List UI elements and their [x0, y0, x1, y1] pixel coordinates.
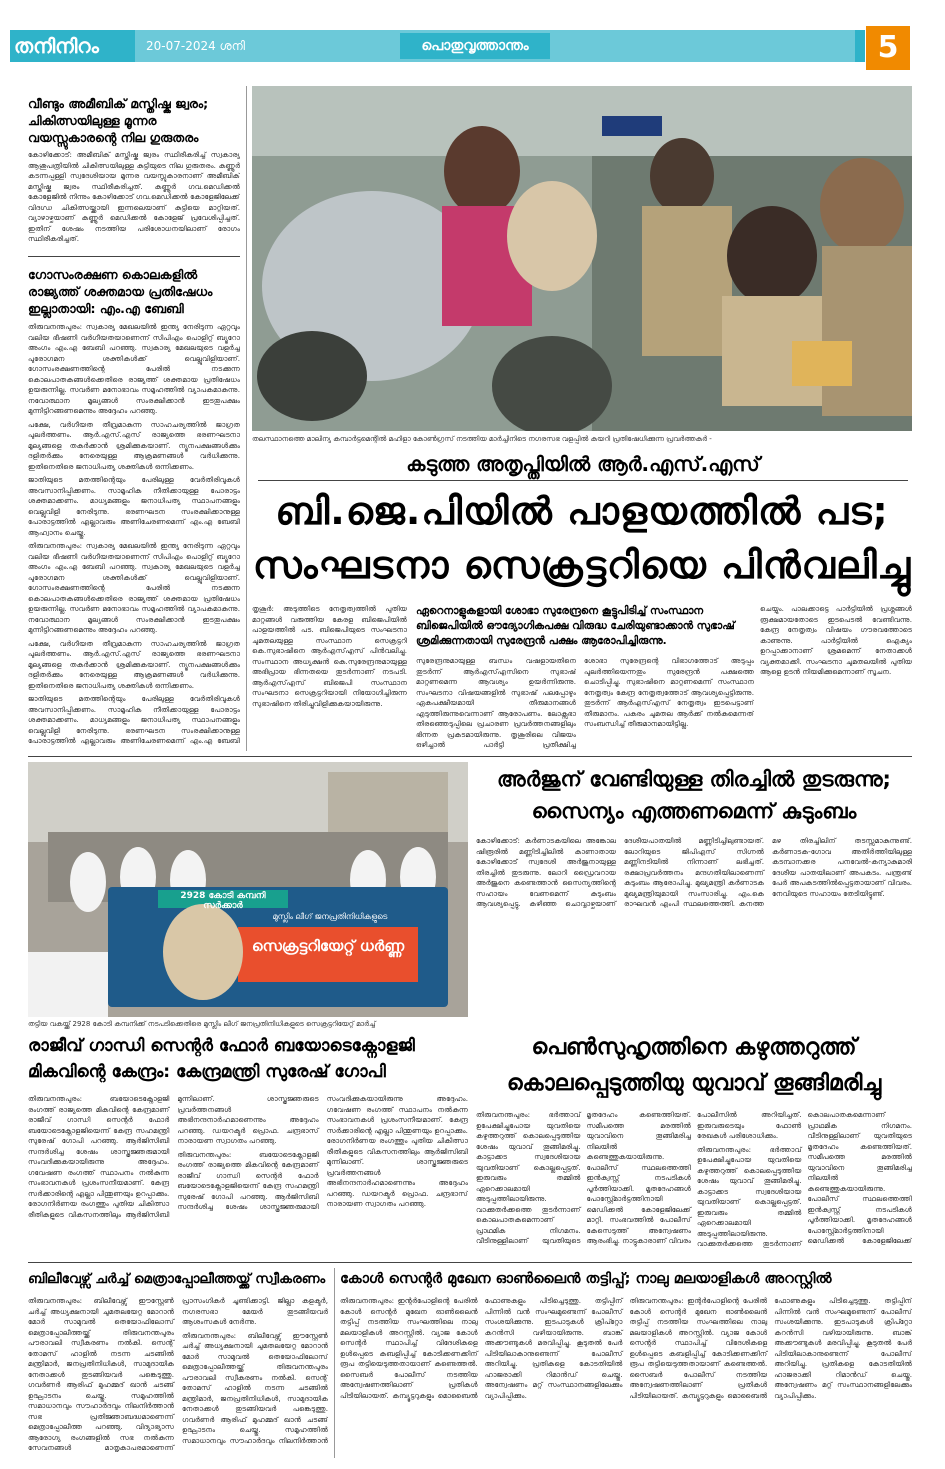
page-number: 5 — [866, 26, 910, 70]
rgcb-paragraph-2: തിരുവനന്തപുരം: ബയോടെക്നോളജി രംഗത്ത് രാജ്യത്തെ മികവിന്റെ കേന്ദ്രമാണ് രാജീവ് ഗാന്ധി സെന്റർ ഫോർ ബയോടെക്നോളജിയെന്ന് കേന്ദ്ര സഹമന്ത്രി സുരേഷ് ഗോപി പറഞ്ഞു. ആർജിസിബി സന്ദർശിച്ച ശേഷം ശാസ്ത്രജ്ഞരുമായി സംവദിക്കുകയായിരുന്നു അദ്ദേഹം. ഗവേഷണ രംഗത്ത് സ്ഥാപനം നൽകുന്ന സംഭാവനകൾ പ്രശംസനീയമാണ്. കേന്ദ്ര സർക്കാരിന്റെ എല്ലാ പിന്തുണയും ഉറപ്പാക്കും. രോഗനിർണയ രംഗത്തും പുതിയ ചികിത്സാ രീതികളുടെ വികസനത്തിലും ആർജിസിബി മുന്നിലാണ്. ശാസ്ത്രജ്ഞരുടെ പ്രവർത്തനങ്ങൾ അഭിനന്ദനാർഹമാണെന്നും അദ്ദേഹം പറഞ്ഞു. ഡയറക്ടർ പ്രൊഫ. ചന്ദ്രഭാസ് നാരായണ സ്വാഗതം പറഞ്ഞു. — [177, 1094, 468, 1211]
lead-paragraph-4: ചെയ്യും. പാലക്കാട്ടെ പാർട്ടിയിൽ പ്രശ്നങ്ങൾ രൂക്ഷമായതോടെ ഇടപെടൽ വേണ്ടിവന്നു. കേന്ദ്ര നേതൃത്വം വിഷയം ഗൗരവത്തോടെ കാണുന്നു. പാർട്ടിയിൽ ഐക്യം ഉറപ്പാക്കാനാണ് ശ്രമമെന്ന് നേതാക്കൾ വ്യക്തമാക്കി. സംഘടനാ ചുമതലയിൽ പുതിയ ആളെ ഉടൻ നിയമിക്കുമെന്നാണ് സൂചന. — [760, 604, 912, 676]
arjun-paragraph: കോഴിക്കോട്: കർണാടകയിലെ അങ്കോല ഷിരൂരിൽ മണ്ണിടിച്ചിലിൽ കാണാതായ കോഴിക്കോട് സ്വദേശി അർജുനായുള്ള തിരച്ചിൽ തുടരുന്നു. ലോറി ഡ്രൈവറായ അർജുനെ കണ്ടെത്താൻ സൈന്യത്തിന്റെ സഹായം വേണമെന്ന് കുടുംബം ആവശ്യപ്പെട്ടു. കഴിഞ്ഞ ചൊവ്വാഴ്ചയാണ് ദേശീയപാതയിൽ മണ്ണിടിച്ചിലുണ്ടായത്. ലോറിയുടെ ജിപിഎസ് സിഗ്നൽ മണ്ണിനടിയിൽ നിന്നാണ് ലഭിച്ചത്. രക്ഷാപ്രവർത്തനം മന്ദഗതിയിലാണെന്ന് കുടുംബം ആരോപിച്ചു. മുഖ്യമന്ത്രി കർണാടക മുഖ്യമന്ത്രിയുമായി സംസാരിച്ചു. എം.കെ രാഘവൻ എംപി സ്ഥലത്തെത്തി. കനത്ത മഴ തിരച്ചിലിന് തടസ്സമാകുന്നുണ്ട്. കർണാടക-ഗോവ അതിർത്തിയിലുള്ള കടമ്പാനക്കര പനവേൽ-കന്യാകുമാരി ദേശീയ പാതയിലാണ് അപകടം. പന്ത്രണ്ട് പേർ അപകടത്തിൽപ്പെട്ടതായാണ് വിവരം. നേവിയുടെ സഹായം തേടിയിട്ടുണ്ട്. — [476, 836, 912, 908]
column-rule — [334, 1268, 335, 1458]
protest-photo-top-image — [252, 86, 912, 431]
lead-kicker: കടുത്ത അതൃപ്തിയിൽ ആർ.എസ്.എസ് — [258, 448, 908, 481]
lead-body-col1 — [252, 604, 407, 752]
story2-paragraph-6: ജാതിയുടെ മതത്തിന്റെയും പേരിലുള്ള വേർതിരിവുകൾ അവസാനിപ്പിക്കണം. സാമൂഹിക നീതിക്കായുള്ള പോരാട്ടം ശക്തമാക്കണം. മാധ്യമങ്ങളും ജനാധിപത്യ സ്ഥാപനങ്ങളും വെല്ലുവിളി നേരിടുന്നു. ഭരണഘടന സംരക്ഷിക്കാനുള്ള പോരാട്ടത്തിൽ എല്ലാവരും അണിചേരണമെന്ന് എം.എ ബേബി — [28, 694, 240, 745]
lead-paragraph-2: സുരേന്ദ്രനുമായുള്ള ബന്ധം വഷളായതിനെ തുടർന്ന് ആർഎസ്എസിനെ സുഭാഷ് മാറ്റണമെന്ന ആവശ്യം ഉയർന്നിരുന്നു. സംഘടനാ വിഷയങ്ങളിൽ സുഭാഷ് പലപ്പോഴും ഏകപക്ഷീയമായി തീരുമാനങ്ങൾ എടുത്തിരുന്നുവെന്നാണ് ആരോപണം. ലോക്സഭാ തിരഞ്ഞെടുപ്പിലെ പ്രചാരണ പ്രവർത്തനങ്ങളിലും ഭിന്നത പ്രകടമായിരുന്നു. തൃശൂരിലെ വിജയം ഒഴിച്ചാൽ പാർട്ടി പ്രതീക്ഷിച്ച — [416, 656, 576, 749]
rgcb-headline-line2: മികവിന്റെ കേന്ദ്രം: കേന്ദ്രമന്ത്രി സുരേഷ് ഗോപി — [28, 1062, 386, 1082]
callcenter-body — [340, 1296, 912, 1456]
story2-paragraph-4: തിരുവനന്തപുരം: സ്വകാര്യ മേഖലയിൽ ഇന്ത്യ നേരിടുന്ന ഏറ്റവും വലിയ ഭീഷണി വർഗീയതയാണെന്ന് സിപിഎം പൊളിറ്റ് ബ്യൂറോ അംഗം എം.എ ബേബി പറഞ്ഞു. സ്വകാര്യ മേഖലയുടെ വളർച്ച പുരോഗമന ശക്തികൾക്ക് വെല്ലുവിളിയാണ്. ഗോസംരക്ഷണത്തിന്റെ പേരിൽ നടക്കുന്ന കൊലപാതകങ്ങൾക്കെതിരെ രാജ്യത്ത് ശക്തമായ പ്രതിഷേധം ഉയരുന്നില്ല. സവർണ മനോഭാവം സമൂഹത്തിൽ വ്യാപകമാകുന്നു. നവോത്ഥാന മൂല്യങ്ങൾ സംരക്ഷിക്കാൻ ഇടതുപക്ഷം മുന്നിട്ടിറങ്ങണമെന്നും അദ്ദേഹം പറഞ്ഞു. — [28, 541, 240, 634]
masthead — [0, 0, 945, 74]
banner-text-top: 2928 കോടി കമ്പനി സർക്കാർ — [180, 891, 266, 911]
protest-photo-top — [252, 86, 912, 431]
story2-headline: ഗോസംരക്ഷണ കൊലകളിൽ രാജ്യത്ത് ശക്തമായ പ്രതിഷേധം ഇല്ലാതായി: എം.എ ബേബി — [28, 267, 213, 316]
lead-standfirst: ഏറെനാളുകളായി ശോഭാ സുരേന്ദ്രനെ കൂട്ടുപിടിച്ച് സംസ്ഥാന ബിജെപിയിൽ ഔദ്യോഗികപക്ഷ വിരുദ്ധ ചേരിയുണ്ടാക്കാൻ സുഭാഷ് ശ്രമിക്കുന്നതായി സുരേന്ദ്രൻ പക്ഷം ആരോപിച്ചിരുന്നു. — [416, 605, 735, 647]
dharna-caption: തട്ടിയ വകയ്ക്ക് 2928 കോടി കമ്പനിക്ക് നടപടിക്കെതിരെ മുസ്ലിം ലീഗ് ജനപ്രതിനിധികളുടെ സെക്രട്ടറിയേറ്റ് മാർച്ച് — [28, 1020, 376, 1028]
rgcb-paragraph: തിരുവനന്തപുരം: ബയോടെക്നോളജി രംഗത്ത് രാജ്യത്തെ മികവിന്റെ കേന്ദ്രമാണ് രാജീവ് ഗാന്ധി സെന്റർ ഫോർ ബയോടെക്നോളജിയെന്ന് കേന്ദ്ര സഹമന്ത്രി സുരേഷ് ഗോപി പറഞ്ഞു. ആർജിസിബി സന്ദർശിച്ച ശേഷം ശാസ്ത്രജ്ഞരുമായി സംവദിക്കുകയായിരുന്നു അദ്ദേഹം. ഗവേഷണ രംഗത്ത് സ്ഥാപനം നൽകുന്ന സംഭാവനകൾ പ്രശംസനീയമാണ്. കേന്ദ്ര സർക്കാരിന്റെ എല്ലാ പിന്തുണയും ഉറപ്പാക്കും. രോഗനിർണയ രംഗത്തും പുതിയ ചികിത്സാ രീതികളുടെ വികസനത്തിലും ആർജിസിബി മുന്നിലാണ്. ശാസ്ത്രജ്ഞരുടെ പ്രവർത്തനങ്ങൾ അഭിനന്ദനാർഹമാണെന്നും അദ്ദേഹം പറഞ്ഞു. ഡയറക്ടർ പ്രൊഫ. ചന്ദ്രഭാസ് നാരായണ സ്വാഗതം പറഞ്ഞു. — [28, 1094, 319, 1219]
arjun-headline-line1: അർജുന് വേണ്ടിയുള്ള തിരച്ചിൽ തുടരുന്നു; — [497, 767, 891, 791]
dharna-photo-image — [28, 762, 468, 1017]
murder-headline-line1: പെൺസുഹൃത്തിനെ കഴുത്തറുത്ത് — [531, 1035, 857, 1060]
lead-body-col4 — [760, 604, 912, 752]
murder-paragraph-2: തിരുവനന്തപുരം: ഭർത്താവ് ഉപേക്ഷിച്ചുപോയ യുവതിയെ കഴുത്തറുത്ത് കൊലപ്പെടുത്തിയ ശേഷം യുവാവ് തൂങ്ങിമരിച്ചു. കാട്ടാക്കട സ്വദേശിയായ യുവതിയാണ് കൊല്ലപ്പെട്ടത്. ഇരുവരും തമ്മിൽ ഏറെക്കാലമായി അടുപ്പത്തിലായിരുന്നു. വാക്കുതർക്കത്തെ തുടർന്നാണ് കൊലപാതകമെന്നാണ് പ്രാഥമിക നിഗമനം. വീടിനുള്ളിലാണ് യുവതിയുടെ മൃതദേഹം കണ്ടെത്തിയത്. സമീപത്തെ മരത്തിൽ യുവാവിനെ തൂങ്ങിമരിച്ച നിലയിൽ കണ്ടെത്തുകയായിരുന്നു. പോലീസ് സ്ഥലത്തെത്തി ഇൻക്വസ്റ്റ് നടപടികൾ പൂർത്തിയാക്കി. മൃതദേഹങ്ങൾ പോസ്റ്റ്മോർട്ടത്തിനായി മെഡിക്കൽ കോളേജിലേക്ക് — [697, 1110, 912, 1248]
rgcb-body — [28, 1094, 468, 1254]
lead-body-col2 — [416, 656, 576, 752]
story1-paragraph: കോഴിക്കോട്: അമീബിക് മസ്തിഷ്ക ജ്വരം സ്ഥിരീകരിച്ച് സ്വകാര്യ ആശുപത്രിയിൽ ചികിത്സയിലുള്ള കുട്ടിയുടെ നില ഗുരുതരം. കണ്ണൂർ കടന്നപ്പള്ളി സ്വദേശിയായ മൂന്നര വയസ്സുകാരനാണ് അമീബിക് മസ്തിഷ്ക ജ്വരം സ്ഥിരീകരിച്ചത്. കണ്ണൂർ ഗവ.മെഡിക്കൽ കോളേജിൽ നിന്നും കോഴിക്കോട് ഗവ.മെഡിക്കൽ കോളേജിലേക്ക് വിദഗ്ധ ചികിത്സയ്ക്കായി ഇന്നലെയാണ് കുട്ടിയെ മാറ്റിയത്. വ്യാഴാഴ്ചയാണ് കണ്ണൂർ മെഡിക്കൽ കോളേജ് പ്രവേശിപ്പിച്ചത്. ഇതിന് ശേഷം നടത്തിയ പരിശോധനയിലാണ് രോഗം സ്ഥിരീകരിച്ചത്. — [28, 150, 240, 243]
story2-paragraph-1: തിരുവനന്തപുരം: സ്വകാര്യ മേഖലയിൽ ഇന്ത്യ നേരിടുന്ന ഏറ്റവും വലിയ ഭീഷണി വർഗീയതയാണെന്ന് സിപിഎം പൊളിറ്റ് ബ്യൂറോ അംഗം എം.എ ബേബി പറഞ്ഞു. സ്വകാര്യ മേഖലയുടെ വളർച്ച പുരോഗമന ശക്തികൾക്ക് വെല്ലുവിളിയാണ്. ഗോസംരക്ഷണത്തിന്റെ പേരിൽ നടക്കുന്ന കൊലപാതകങ്ങൾക്കെതിരെ രാജ്യത്ത് ശക്തമായ പ്രതിഷേധം ഉയരുന്നില്ല. സവർണ മനോഭാവം സമൂഹത്തിൽ വ്യാപകമാകുന്നു. നവോത്ഥാന മൂല്യങ്ങൾ സംരക്ഷിക്കാൻ ഇടതുപക്ഷം മുന്നിട്ടിറങ്ങണമെന്നും അദ്ദേഹം പറഞ്ഞു. — [28, 322, 240, 415]
callcenter-paragraph: തിരുവനന്തപുരം: ഇന്റർപോളിന്റെ പേരിൽ കോൾ സെന്റർ മുഖേന ഓൺലൈൻ തട്ടിപ്പ് നടത്തിയ സംഘത്തിലെ നാലു മലയാളികൾ അറസ്റ്റിൽ. വ്യാജ കോൾ സെന്റർ സ്ഥാപിച്ച് വിദേശികളെ ഉൾപ്പെടെ കബളിപ്പിച്ച് കോടിക്കണക്കിന് രൂപ തട്ടിയെടുത്തതായാണ് കണ്ടെത്തൽ. സൈബർ പോലീസ് നടത്തിയ അന്വേഷണത്തിലാണ് പ്രതികൾ പിടിയിലായത്. കമ്പ്യൂട്ടറുകളും മൊബൈൽ ഫോണുകളും പിടിച്ചെടുത്തു. തട്ടിപ്പിന് പിന്നിൽ വൻ സംഘമുണ്ടെന്ന് പോലീസ് സംശയിക്കുന്നു. ഇടപാടുകൾ ക്രിപ്റ്റോ കറൻസി വഴിയായിരുന്നു. ബാങ്ക് അക്കൗണ്ടുകൾ മരവിപ്പിച്ചു. കൂടുതൽ പേർ പിടിയിലാകാനുണ്ടെന്ന് പോലീസ് അറിയിച്ചു. പ്രതികളെ കോടതിയിൽ ഹാജരാക്കി റിമാൻഡ് ചെയ്തു. അന്വേഷണം മറ്റ് സംസ്ഥാനങ്ങളിലേക്കും വ്യാപിപ്പിക്കും. — [340, 1296, 623, 1400]
lead-headline-line2: സംഘടനാ സെക്രട്ടറിയെ പിൻവലിച്ചു — [252, 543, 912, 587]
murder-headline-line2: കൊലപ്പെടുത്തിയു യുവാവ് തൂങ്ങിമരിച്ചു — [506, 1071, 882, 1096]
column-rule — [246, 86, 247, 751]
divider — [28, 756, 912, 757]
story2-body — [28, 322, 240, 747]
banner-text-sub: മുസ്ലിം ലീഗ് ജനപ്രതിനിധികളുടെ — [272, 912, 388, 921]
banner-text-big: സെക്രട്ടറിയേറ്റ് ധർണ്ണ — [251, 937, 405, 955]
rgcb-headline-line1: രാജീവ് ഗാന്ധി സെന്റർ ഫോർ ബയോടെക്നോളജി — [28, 1036, 415, 1056]
dharna-photo — [28, 762, 468, 1017]
lead-body-col3 — [584, 656, 754, 752]
top-photo-caption: തലസ്ഥാനത്തെ മാലിന്യ കമ്പാർട്ടമെന്റിൽ മഹിളാ കോൺഗ്രസ് നടത്തിയ മാർച്ചിനിടെ നഗരസഭ വളപ്പിൽ കയറി പ്രതിഷേധിക്കുന്ന പ്രവർത്തകർ - — [252, 435, 712, 443]
divider — [28, 1262, 912, 1263]
church-paragraph: തിരുവനന്തപുരം: ബിലീവേഴ്സ് ഈസ്റ്റേൺ ചർച്ച് അധ്യക്ഷനായി ചുമതലയേറ്റ മോറാൻ മോർ സാമുവൽ തെയോഫിലോസ് മെത്രാപ്പോലീത്തയ്ക്ക് തിരുവനന്തപുരം പൗരാവലി സ്വീകരണം നൽകി. സെന്റ് തോമസ് ഹാളിൽ നടന്ന ചടങ്ങിൽ മന്ത്രിമാർ, ജനപ്രതിനിധികൾ, സാമുദായിക നേതാക്കൾ തുടങ്ങിയവർ പങ്കെടുത്തു. ഗവർണർ ആരിഫ് മുഹമ്മദ് ഖാൻ ചടങ്ങ് ഉദ്ഘാടനം ചെയ്തു. സമൂഹത്തിൽ സമാധാനവും സൗഹാർദവും നിലനിർത്താൻ സഭ പ്രതിജ്ഞാബദ്ധമാണെന്ന് മെത്രാപ്പോലീത്ത പറഞ്ഞു. വിദ്യാഭ്യാസ ആരോഗ്യ രംഗങ്ങളിൽ സഭ നൽകുന്ന സേവനങ്ങൾ മാതൃകാപരമാണെന്ന് പ്രാസംഗികർ ചൂണ്ടിക്കാട്ടി. ജില്ലാ കളക്ടർ, നഗരസഭാ മേയർ തുടങ്ങിയവർ ആശംസകൾ നേർന്നു. — [28, 1296, 328, 1452]
murder-paragraph: തിരുവനന്തപുരം: ഭർത്താവ് ഉപേക്ഷിച്ചുപോയ യുവതിയെ കഴുത്തറുത്ത് കൊലപ്പെടുത്തിയ ശേഷം യുവാവ് തൂങ്ങിമരിച്ചു. കാട്ടാക്കട സ്വദേശിയായ യുവതിയാണ് കൊല്ലപ്പെട്ടത്. ഇരുവരും തമ്മിൽ ഏറെക്കാലമായി അടുപ്പത്തിലായിരുന്നു. വാക്കുതർക്കത്തെ തുടർന്നാണ് കൊലപാതകമെന്നാണ് പ്രാഥമിക നിഗമനം. വീടിനുള്ളിലാണ് യുവതിയുടെ മൃതദേഹം കണ്ടെത്തിയത്. സമീപത്തെ മരത്തിൽ യുവാവിനെ തൂങ്ങിമരിച്ച നിലയിൽ കണ്ടെത്തുകയായിരുന്നു. പോലീസ് സ്ഥലത്തെത്തി ഇൻക്വസ്റ്റ് നടപടികൾ പൂർത്തിയാക്കി. മൃതദേഹങ്ങൾ പോസ്റ്റ്മോർട്ടത്തിനായി മെഡിക്കൽ കോളേജിലേക്ക് മാറ്റി. സംഭവത്തിൽ പോലീസ് കേസെടുത്ത് അന്വേഷണം ആരംഭിച്ചു. നാട്ടുകാരാണ് വിവരം പോലീസിൽ അറിയിച്ചത്. ഇരുവരുടെയും ഫോൺ രേഖകൾ പരിശോധിക്കും. — [476, 1110, 802, 1245]
church-headline: ബിലീവേഴ്സ് ചർച്ച് മെത്രാപ്പോലീത്തയ്ക്ക് സ്വീകരണം — [28, 1271, 326, 1287]
story2-paragraph-5: പക്ഷേ, വർഗീയത തീവ്രമാകുന്ന സാഹചര്യത്തിൽ ജാഗ്രത പുലർത്തണം. ആർ.എസ്.എസ് രാജ്യത്തെ ഭരണഘടനാ മൂല്യങ്ങളെ തകർക്കാൻ ശ്രമിക്കുകയാണ്. ന്യൂനപക്ഷങ്ങൾക്കും ദളിതർക്കും നേരെയുള്ള ആക്രമണങ്ങൾ വർധിക്കുന്നു. ഇതിനെതിരെ ജനാധിപത്യ ശക്തികൾ ഒന്നിക്കണം. — [28, 638, 240, 690]
story1-body — [28, 150, 240, 250]
arjun-body — [476, 836, 912, 1016]
story2-paragraph-3: ജാതിയുടെ മതത്തിന്റെയും പേരിലുള്ള വേർതിരിവുകൾ അവസാനിപ്പിക്കണം. സാമൂഹിക നീതിക്കായുള്ള പോരാട്ടം ശക്തമാക്കണം. മാധ്യമങ്ങളും ജനാധിപത്യ സ്ഥാപനങ്ങളും വെല്ലുവിളി നേരിടുന്നു. ഭരണഘടന സംരക്ഷിക്കാനുള്ള പോരാട്ടത്തിൽ എല്ലാവരും അണിചേരണമെന്ന് എം.എ ബേബി ആഹ്വാനം ചെയ്തു. — [28, 475, 240, 537]
callcenter-paragraph-2: തിരുവനന്തപുരം: ഇന്റർപോളിന്റെ പേരിൽ കോൾ സെന്റർ മുഖേന ഓൺലൈൻ തട്ടിപ്പ് നടത്തിയ സംഘത്തിലെ നാലു മലയാളികൾ അറസ്റ്റിൽ. വ്യാജ കോൾ സെന്റർ സ്ഥാപിച്ച് വിദേശികളെ ഉൾപ്പെടെ കബളിപ്പിച്ച് കോടിക്കണക്കിന് രൂപ തട്ടിയെടുത്തതായാണ് കണ്ടെത്തൽ. സൈബർ പോലീസ് നടത്തിയ അന്വേഷണത്തിലാണ് പ്രതികൾ പിടിയിലായത്. കമ്പ്യൂട്ടറുകളും മൊബൈൽ ഫോണുകളും പിടിച്ചെടുത്തു. തട്ടിപ്പിന് പിന്നിൽ വൻ സംഘമുണ്ടെന്ന് പോലീസ് സംശയിക്കുന്നു. ഇടപാടുകൾ ക്രിപ്റ്റോ കറൻസി വഴിയായിരുന്നു. ബാങ്ക് അക്കൗണ്ടുകൾ മരവിപ്പിച്ചു. കൂടുതൽ പേർ പിടിയിലാകാനുണ്ടെന്ന് പോലീസ് അറിയിച്ചു. പ്രതികളെ കോടതിയിൽ ഹാജരാക്കി റിമാൻഡ് ചെയ്തു. അന്വേഷണം മറ്റ് സംസ്ഥാനങ്ങളിലേക്കും വ്യാപിപ്പിക്കും. — [629, 1296, 912, 1400]
lead-paragraph-3: ശോഭാ സുരേന്ദ്രന്റെ വിഭാഗത്തോട് അടുപ്പം പുലർത്തിയെന്നതും സുരേന്ദ്രൻ പക്ഷത്തെ ചൊടിപ്പിച്ചു. സുഭാഷിനെ മാറ്റണമെന്ന് സംസ്ഥാന നേതൃത്വം കേന്ദ്ര നേതൃത്വത്തോട് ആവശ്യപ്പെട്ടിരുന്നു. തുടർന്ന് ആർഎസ്എസ് നേതൃത്വം ഇടപെട്ടാണ് തീരുമാനം. പകരം ചുമതല ആർക്ക് നൽകുമെന്നത് സംബന്ധിച്ച് തീരുമാനമായിട്ടില്ല. — [584, 656, 754, 728]
masthead-logo: തനിനിറം — [14, 34, 99, 58]
callcenter-headline: കോൾ സെന്റർ മുഖേന ഓൺലൈൻ തട്ടിപ്പ്; നാലു മലയാളികൾ അറസ്റ്റിൽ — [340, 1271, 832, 1287]
story2-paragraph-2: പക്ഷേ, വർഗീയത തീവ്രമാകുന്ന സാഹചര്യത്തിൽ ജാഗ്രത പുലർത്തണം. ആർ.എസ്.എസ് രാജ്യത്തെ ഭരണഘടനാ മൂല്യങ്ങളെ തകർക്കാൻ ശ്രമിക്കുകയാണ്. ന്യൂനപക്ഷങ്ങൾക്കും ദളിതർക്കും നേരെയുള്ള ആക്രമണങ്ങൾ വർധിക്കുന്നു. ഇതിനെതിരെ ജനാധിപത്യ ശക്തികൾ ഒന്നിക്കണം. — [28, 419, 240, 471]
story1-headline: വീണ്ടും അമീബിക് മസ്തിഷ്ക ജ്വരം; ചികിത്സയിലുള്ള മൂന്നര വയസ്സുകാരന്റെ നില ഗുരുതരം — [28, 96, 209, 145]
lead-paragraph-1: തൃശൂർ: അടുത്തിടെ നേതൃത്വത്തിൽ പുതിയ മാറ്റങ്ങൾ വരുത്തിയ കേരള ബിജെപിയിൽ പാളയത്തിൽ പട. ബിജെപിയുടെ സംഘടനാ ചുമതലയുള്ള സംസ്ഥാന സെക്രട്ടറി കെ.സുഭാഷിനെ ആർഎസ്എസ് പിൻവലിച്ചു. സംസ്ഥാന അധ്യക്ഷൻ കെ.സുരേന്ദ്രനുമായുള്ള അഭിപ്രായ ഭിന്നതയെ തുടർന്നാണ് നടപടി. ആർഎസ്എസ് ബിജെപി സംസ്ഥാന സംഘടനാ സെക്രട്ടറിയായി നിയോഗിച്ചിരുന്ന സുഭാഷിനെ തിരിച്ചുവിളിക്കുകയായിരുന്നു. — [252, 604, 407, 708]
church-paragraph-2: തിരുവനന്തപുരം: ബിലീവേഴ്സ് ഈസ്റ്റേൺ ചർച്ച് അധ്യക്ഷനായി ചുമതലയേറ്റ മോറാൻ മോർ സാമുവൽ തെയോഫിലോസ് മെത്രാപ്പോലീത്തയ്ക്ക് തിരുവനന്തപുരം പൗരാവലി സ്വീകരണം നൽകി. സെന്റ് തോമസ് ഹാളിൽ നടന്ന ചടങ്ങിൽ മന്ത്രിമാർ, ജനപ്രതിനിധികൾ, സാമുദായിക നേതാക്കൾ തുടങ്ങിയവർ പങ്കെടുത്തു. ഗവർണർ ആരിഫ് മുഹമ്മദ് ഖാൻ ചടങ്ങ് ഉദ്ഘാടനം ചെയ്തു. സമൂഹത്തിൽ സമാധാനവും സൗഹാർദവും നിലനിർത്താൻ — [182, 1330, 328, 1445]
divider — [28, 256, 240, 257]
church-body — [28, 1296, 328, 1456]
arjun-headline-line2: സൈന്യം എത്തണമെന്ന് കുടുംബം — [531, 799, 857, 823]
masthead-date: 20-07-2024 ശനി — [146, 39, 245, 53]
lead-headline-line1: ബി.ജെ.പിയിൽ പാളയത്തിൽ പട; — [275, 489, 889, 533]
section-title: പൊതുവൃത്താന്തം — [400, 33, 550, 59]
murder-body — [476, 1110, 912, 1254]
